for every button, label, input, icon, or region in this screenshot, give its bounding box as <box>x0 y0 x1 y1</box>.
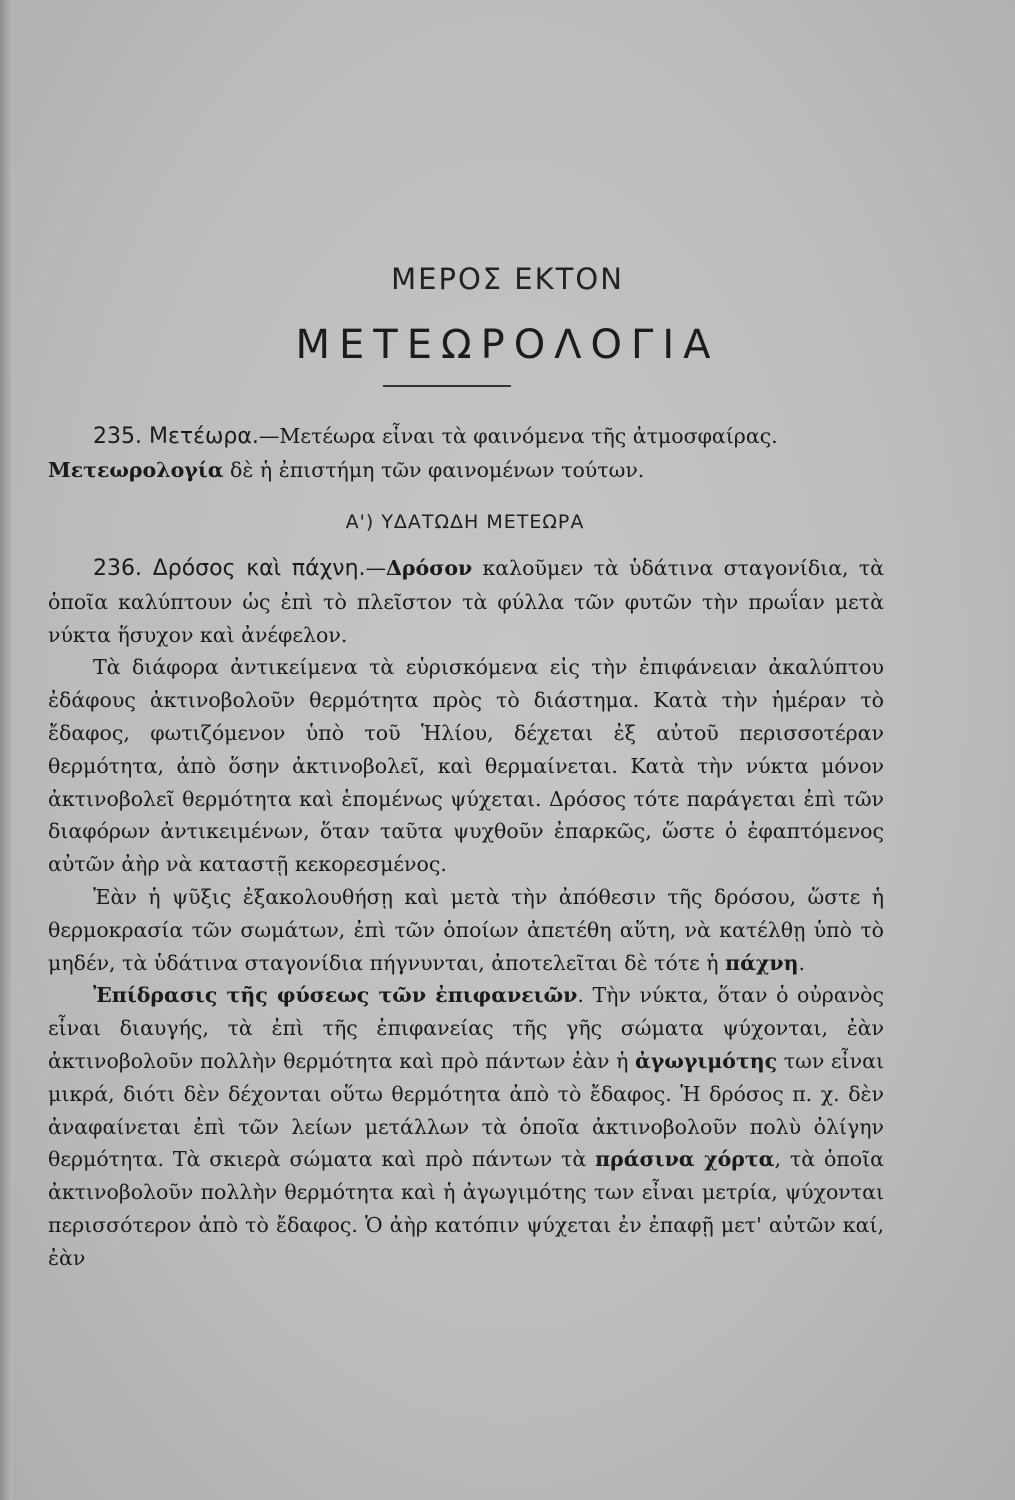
text-236-d3: , τὰ ὁποῖα ἀκτινοβολοῦν πολλὴν θερμότητα καὶ ἡ ἀγωγιμότης των εἶναι μετρία, ψύχονται περισσότερον ἀπὸ τὸ ἔδαφος. Ὁ ἀὴρ κατόπιν ψύχεται ἐν ἐπαφῇ μετ' αὐτῶν καί, ἐὰν <box>48 1147 884 1270</box>
paragraph-236-4 <box>48 979 884 1274</box>
section-heading-a: Α') ΥΔΑΤΩΔΗ ΜΕΤΕΩΡΑ <box>345 511 585 533</box>
paragraph-236-3 <box>48 881 884 979</box>
heading-236: 236. Δρόσος καὶ πάχνη. <box>93 556 366 581</box>
section-236 <box>48 552 884 1275</box>
text-236-d2: των εἶναι μικρά, διότι δὲν δέχονται οὕτω θερμότητα ἀπὸ τὸ ἔδαφος. Ἡ δρόσος π. χ. δὲν ἀναφαίνεται ἐπὶ τῶν λείων μετάλλων τὰ ὁποῖα ἀκτινοβολοῦν πολὺ ὀλίγην θερμότητα. Τὰ σκιερὰ σώματα καὶ πρὸ πάντων τὰ <box>48 1048 884 1172</box>
main-title: ΜΕΤΕΩΡΟΛΟΓΙΑ <box>295 322 720 368</box>
text-236-a: καλοῦμεν τὰ ὑδάτινα σταγονίδια, τὰ ὁποῖα καλύπτουν ὡς ἐπὶ τὸ πλεῖστον τὰ φύλλα τῶν φυτῶν τὴν πρωΐαν μετὰ νύκτα ἥσυχον καὶ ἀνέφελον. <box>48 556 884 647</box>
term-pachni: πάχνη <box>725 950 799 975</box>
term-epidrasis: Ἐπίδρασις τῆς φύσεως τῶν ἐπιφανειῶν <box>93 983 578 1008</box>
term-prasina-chorta: πράσινα χόρτα <box>595 1147 775 1172</box>
binding-edge <box>0 0 12 1500</box>
paragraph-236-2: Τὰ διάφορα ἀντικείμενα τὰ εὑρισκόμενα εἰς τὴν ἐπιφάνειαν ἀκαλύπτου ἐδάφους ἀκτινοβολοῦν θερμότητα πρὸς τὸ διάστημα. Κατὰ τὴν ἡμέραν τὸ ἔδαφος, φωτιζόμενον ὑπὸ τοῦ Ἡλίου, δέχεται ἐξ αὐτοῦ περισσοτέραν θερμότητα, ἀπὸ ὅσην ἀκτινοβολεῖ, καὶ θερμαίνεται. Κατὰ τὴν νύκτα μόνον ἀκτινοβολεῖ θερμότητα καὶ ἑπομένως ψύχεται. Δρόσος τότε παράγεται ἐπὶ τῶν διαφόρων ἀντικειμένων, ὅταν ταῦτα ψυχθοῦν ἐπαρκῶς, ὥστε ὁ ἐφαπτόμενος αὐτῶν ἀὴρ νὰ καταστῇ κεκορεσμένος. <box>48 655 884 877</box>
term-agogimotis: ἀγωγιμότης <box>635 1048 778 1073</box>
heading-235: 235. Μετέωρα. <box>93 424 259 449</box>
paragraph-236-1 <box>48 552 884 651</box>
text-235-a: —Μετέωρα εἶναι τὰ φαινόμενα τῆς ἀτμοσφαίρας. <box>258 424 778 448</box>
part-title: ΜΕΡΟΣ ΕΚΤΟΝ <box>391 262 624 296</box>
title-rule <box>383 385 511 387</box>
term-droson: Δρόσον <box>386 556 473 580</box>
section-235 <box>48 420 884 487</box>
text-235-b: δὲ ἡ ἐπιστήμη τῶν φαινομένων τούτων. <box>223 457 645 482</box>
dash-236: — <box>365 556 387 580</box>
text-236-c: Ἐὰν ἡ ψῦξις ἐξακολουθήσῃ καὶ μετὰ τὴν ἀπόθεσιν τῆς δρόσου, ὥστε ἡ θερμοκρασία τῶν σωμάτων, ἐπὶ τῶν ὁποίων ἀπετέθη αὕτη, νὰ κατέλθῃ ὑπὸ τὸ μηδέν, τὰ ὑδάτινα σταγονίδια πήγνυνται, ἀποτελεῖται δὲ τότε ἡ <box>48 884 884 975</box>
term-meteorologia: Μετεωρολογία <box>48 457 224 482</box>
text-236-d1: . Τὴν νύκτα, ὅταν ὁ οὐρανὸς εἶναι διαυγής, τὰ ἐπὶ τῆς ἐπιφανείας τῆς γῆς σώματα ψύχονται, ἐὰν ἀκτινοβολοῦν πολλὴν θερμότητα καὶ πρὸ πάντων ἐὰν ἡ <box>48 983 884 1073</box>
paragraph-235 <box>48 420 884 487</box>
text-236-c-end: . <box>798 950 806 975</box>
